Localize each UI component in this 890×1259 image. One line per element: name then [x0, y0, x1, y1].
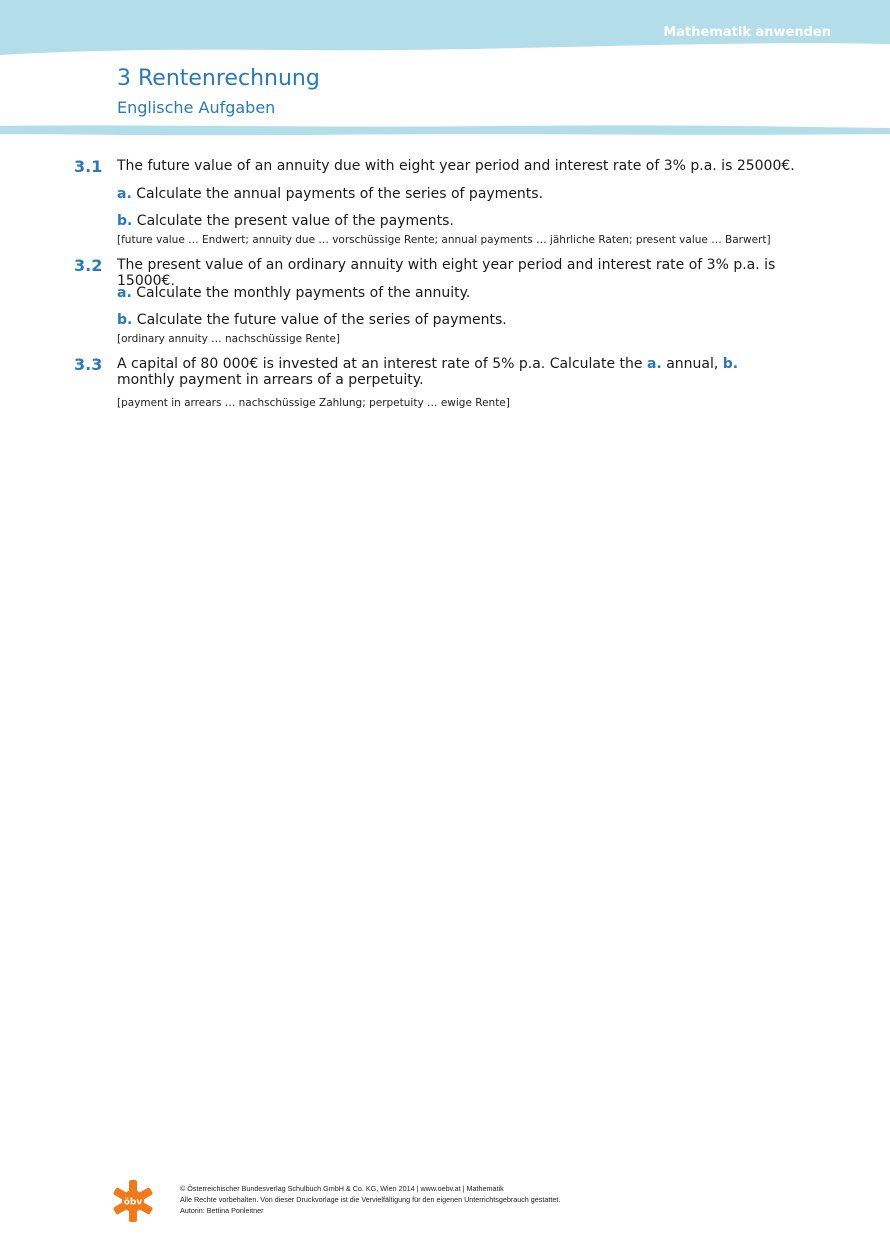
part-label: b.	[722, 356, 739, 372]
part-text: Calculate the present value of the payments.	[136, 213, 454, 229]
chapter-subtitle: Englische Aufgaben	[117, 98, 276, 117]
part-label: a.	[117, 186, 132, 202]
part-label: a.	[646, 356, 662, 372]
task-text-part: A capital of 80 000€ is invested at an interest rate of 5% p.a. Calculate the	[117, 356, 643, 372]
task-text-part: annual,	[666, 356, 719, 372]
oebv-logo-icon	[113, 1180, 153, 1222]
task-statement: The present value of an ordinary annuity with eight year period and interest rate of 3% p.a. is 15000€.	[117, 257, 776, 289]
glossary-note: [payment in arrears … nachschüssige Zahlung; perpetuity … ewige Rente]	[117, 397, 510, 409]
task-number: 3.1	[74, 157, 103, 176]
footer-line: Alle Rechte vorbehalten. Von dieser Druckvorlage ist die Vervielfältigung für den eigenen Unterrichtsgebrauch gestattet.	[180, 1195, 561, 1204]
glossary-note: [future value … Endwert; annuity due … vorschüssige Rente; annual payments … jährliche Raten; present value … Barwert]	[117, 234, 771, 246]
task-part	[117, 186, 543, 202]
task-number: 3.3	[74, 355, 103, 374]
part-text: Calculate the annual payments of the series of payments.	[136, 186, 544, 202]
task-statement: The future value of an annuity due with eight year period and interest rate of 3% p.a. is 25000€.	[117, 158, 795, 174]
part-label: a.	[117, 285, 132, 301]
task-text-part: monthly payment in arrears of a perpetuity.	[117, 372, 424, 388]
footer-copyright	[180, 1183, 560, 1216]
task-part	[117, 312, 507, 328]
task-number: 3.2	[74, 256, 103, 275]
logo-text: öbv	[123, 1197, 143, 1208]
chapter-title: 3 Rentenrechnung	[117, 66, 320, 91]
title-wave-band	[0, 122, 890, 144]
footer-line: Autorin: Bettina Ponleitner	[180, 1206, 264, 1215]
task-statement	[117, 356, 797, 388]
part-label: b.	[117, 312, 133, 328]
part-text: Calculate the monthly payments of the annuity.	[136, 285, 471, 301]
footer-line: © Österreichischer Bundesverlag Schulbuch GmbH & Co. KG, Wien 2014 | www.oebv.at | Mathematik	[180, 1184, 504, 1193]
part-label: b.	[117, 213, 133, 229]
part-text: Calculate the future value of the series of payments.	[136, 312, 507, 328]
task-part	[117, 213, 454, 229]
header-label: Mathematik anwenden	[663, 25, 831, 40]
glossary-note: [ordinary annuity … nachschüssige Rente]	[117, 333, 341, 345]
task-part	[117, 285, 470, 301]
